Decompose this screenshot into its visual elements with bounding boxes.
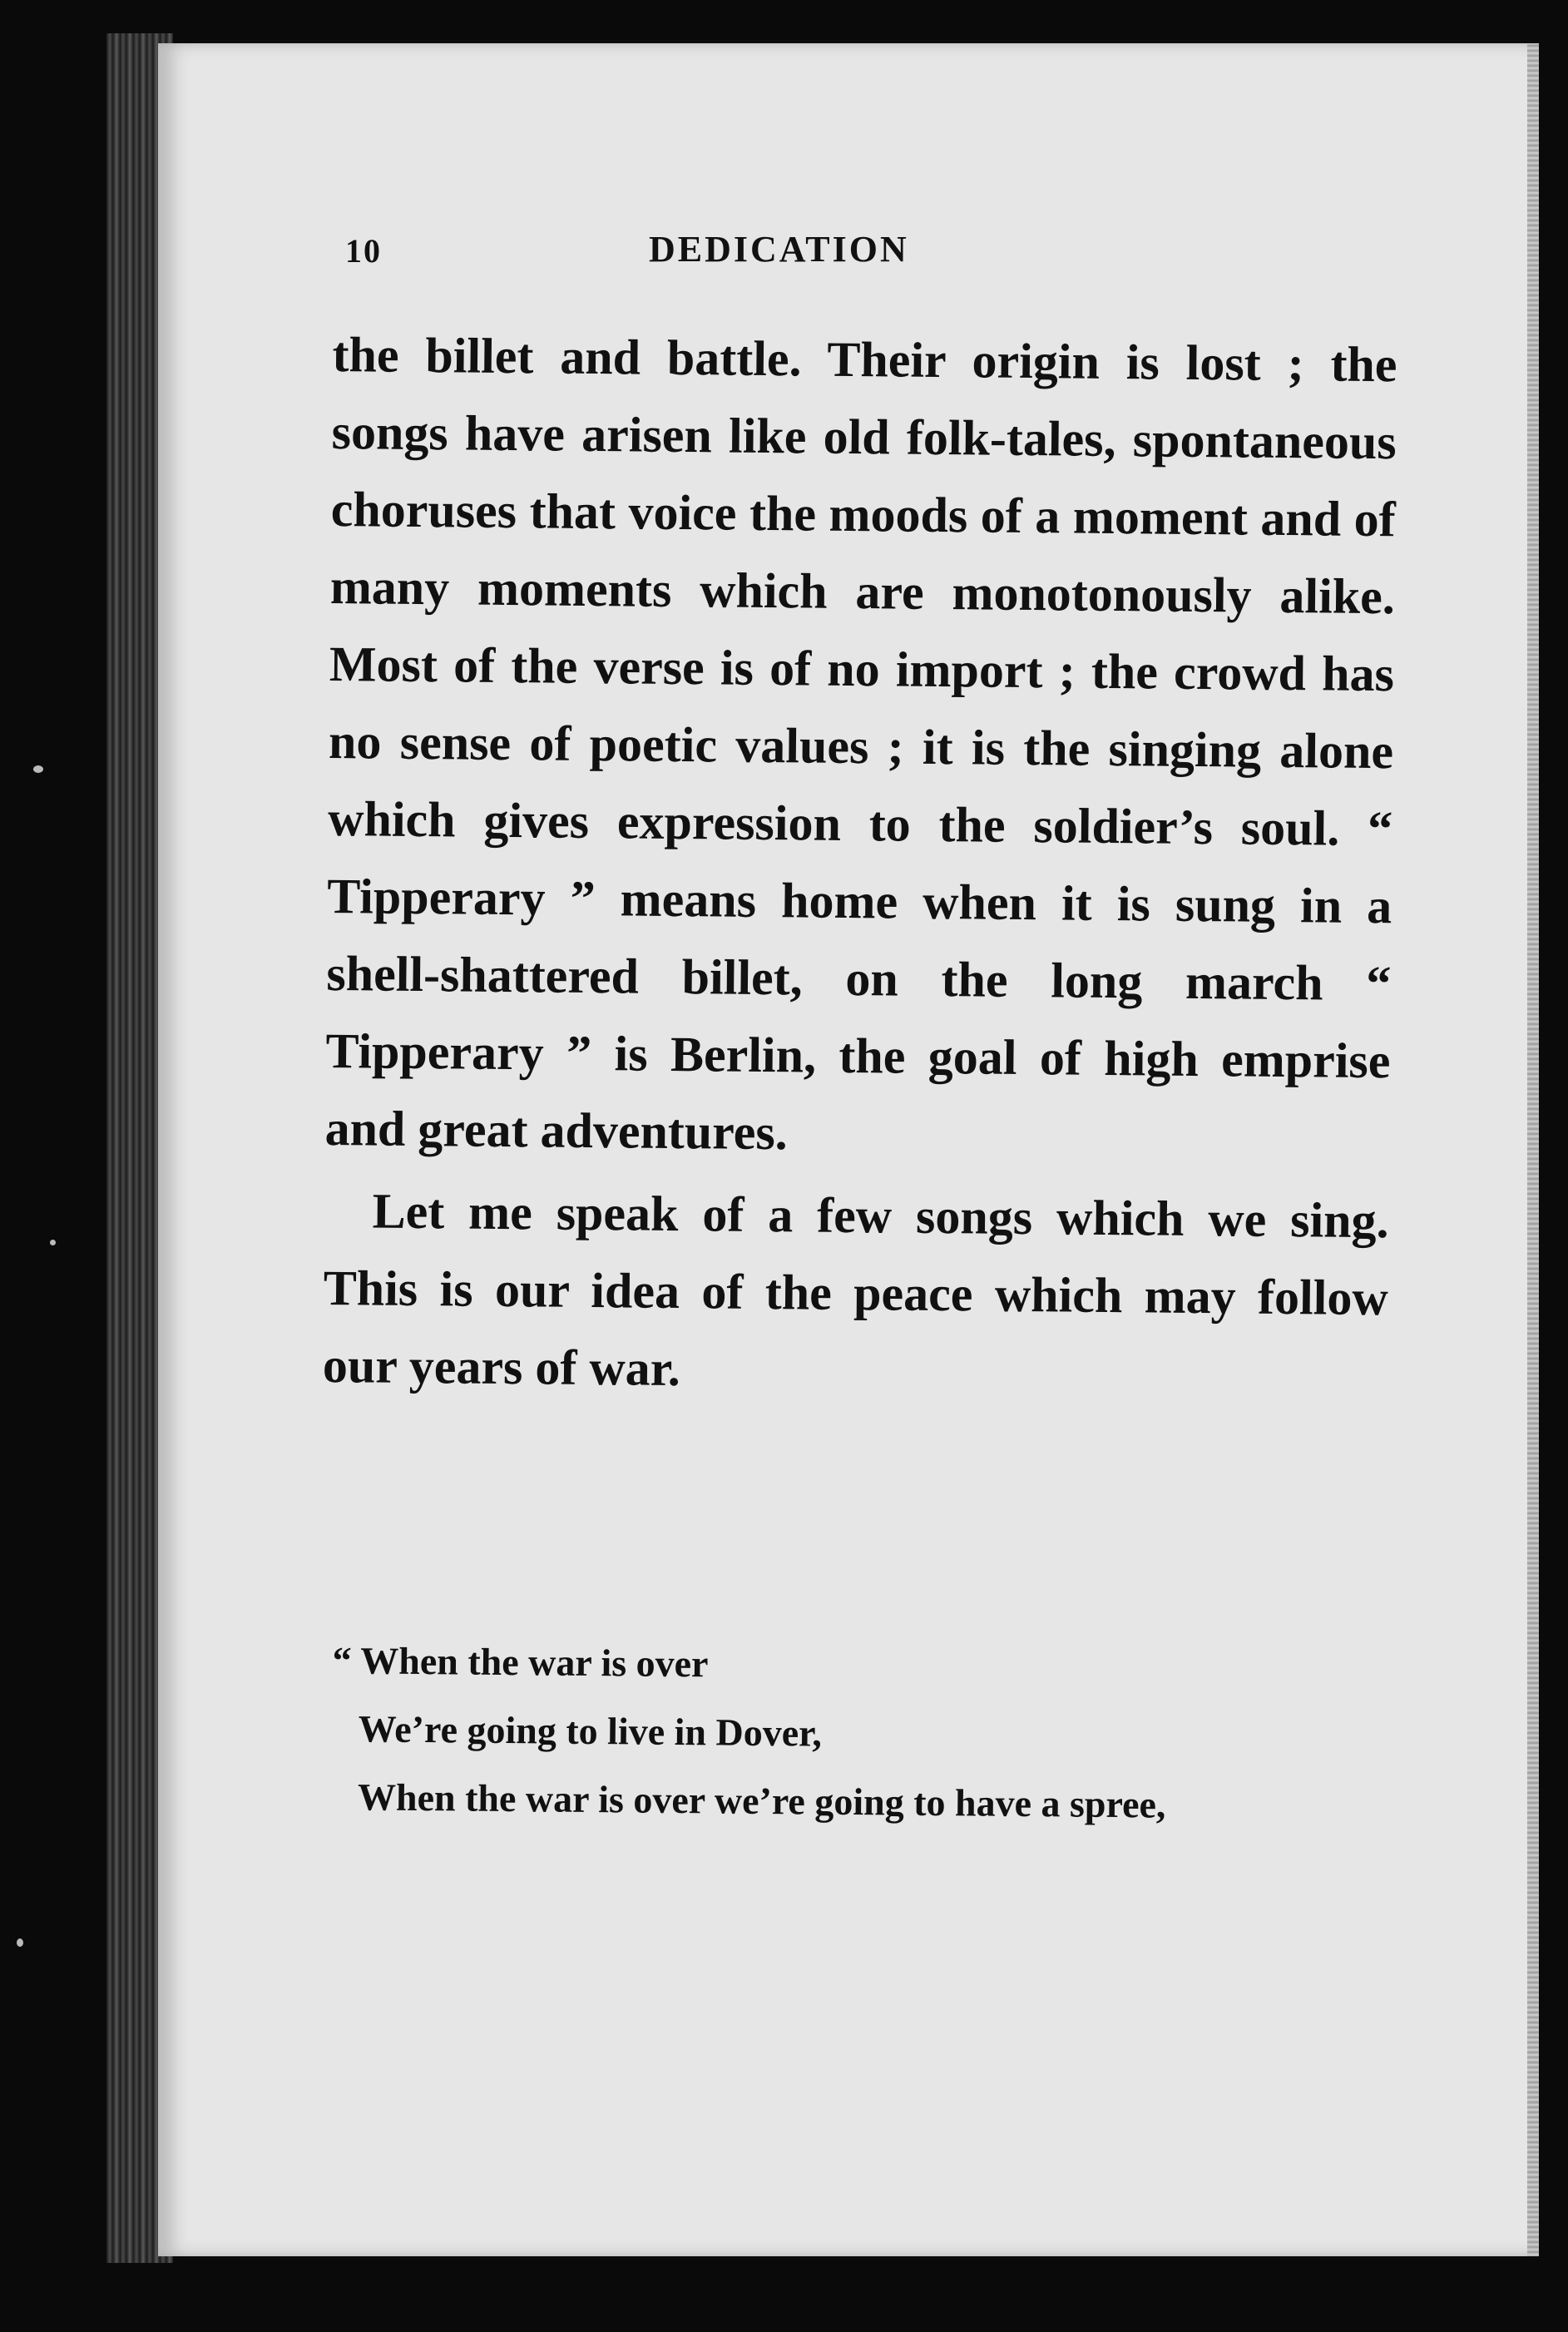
page-number: 10 bbox=[345, 232, 382, 270]
paragraph: Let me speak of a few songs which we sing. This is our idea of the peace which may follow our years of war. bbox=[322, 1183, 1389, 1397]
scan-speck bbox=[17, 1938, 23, 1947]
verse-line: “ When the war is over bbox=[332, 1638, 709, 1686]
running-title: DEDICATION bbox=[649, 229, 909, 270]
scan-speck bbox=[50, 1240, 56, 1245]
verse-block bbox=[331, 1626, 1397, 1841]
paragraph: the billet and battle. Their origin is lost ; the songs have arisen like old folk-tales, spontaneous choruses that voice the moods of a moment and of many moments which are monotonously alike. Most of the verse is of no import ; the crowd has no sense of poetic values ; it is the singing alone which gives expression to the soldier’s soul. “ Tipperary ” means home when it is sung in a shell-shattered billet, on the long march “ Tipperary ” is Berlin, the goal of high emprise and great adventures. bbox=[324, 326, 1397, 1161]
scan-speck bbox=[33, 765, 43, 773]
page-edge bbox=[1527, 43, 1539, 2256]
verse-line: We’re going to live in Dover, bbox=[358, 1707, 823, 1755]
body-text bbox=[322, 316, 1397, 1414]
verse-line: When the war is over we’re going to have a spree, bbox=[357, 1775, 1166, 1826]
running-head bbox=[345, 223, 1094, 281]
